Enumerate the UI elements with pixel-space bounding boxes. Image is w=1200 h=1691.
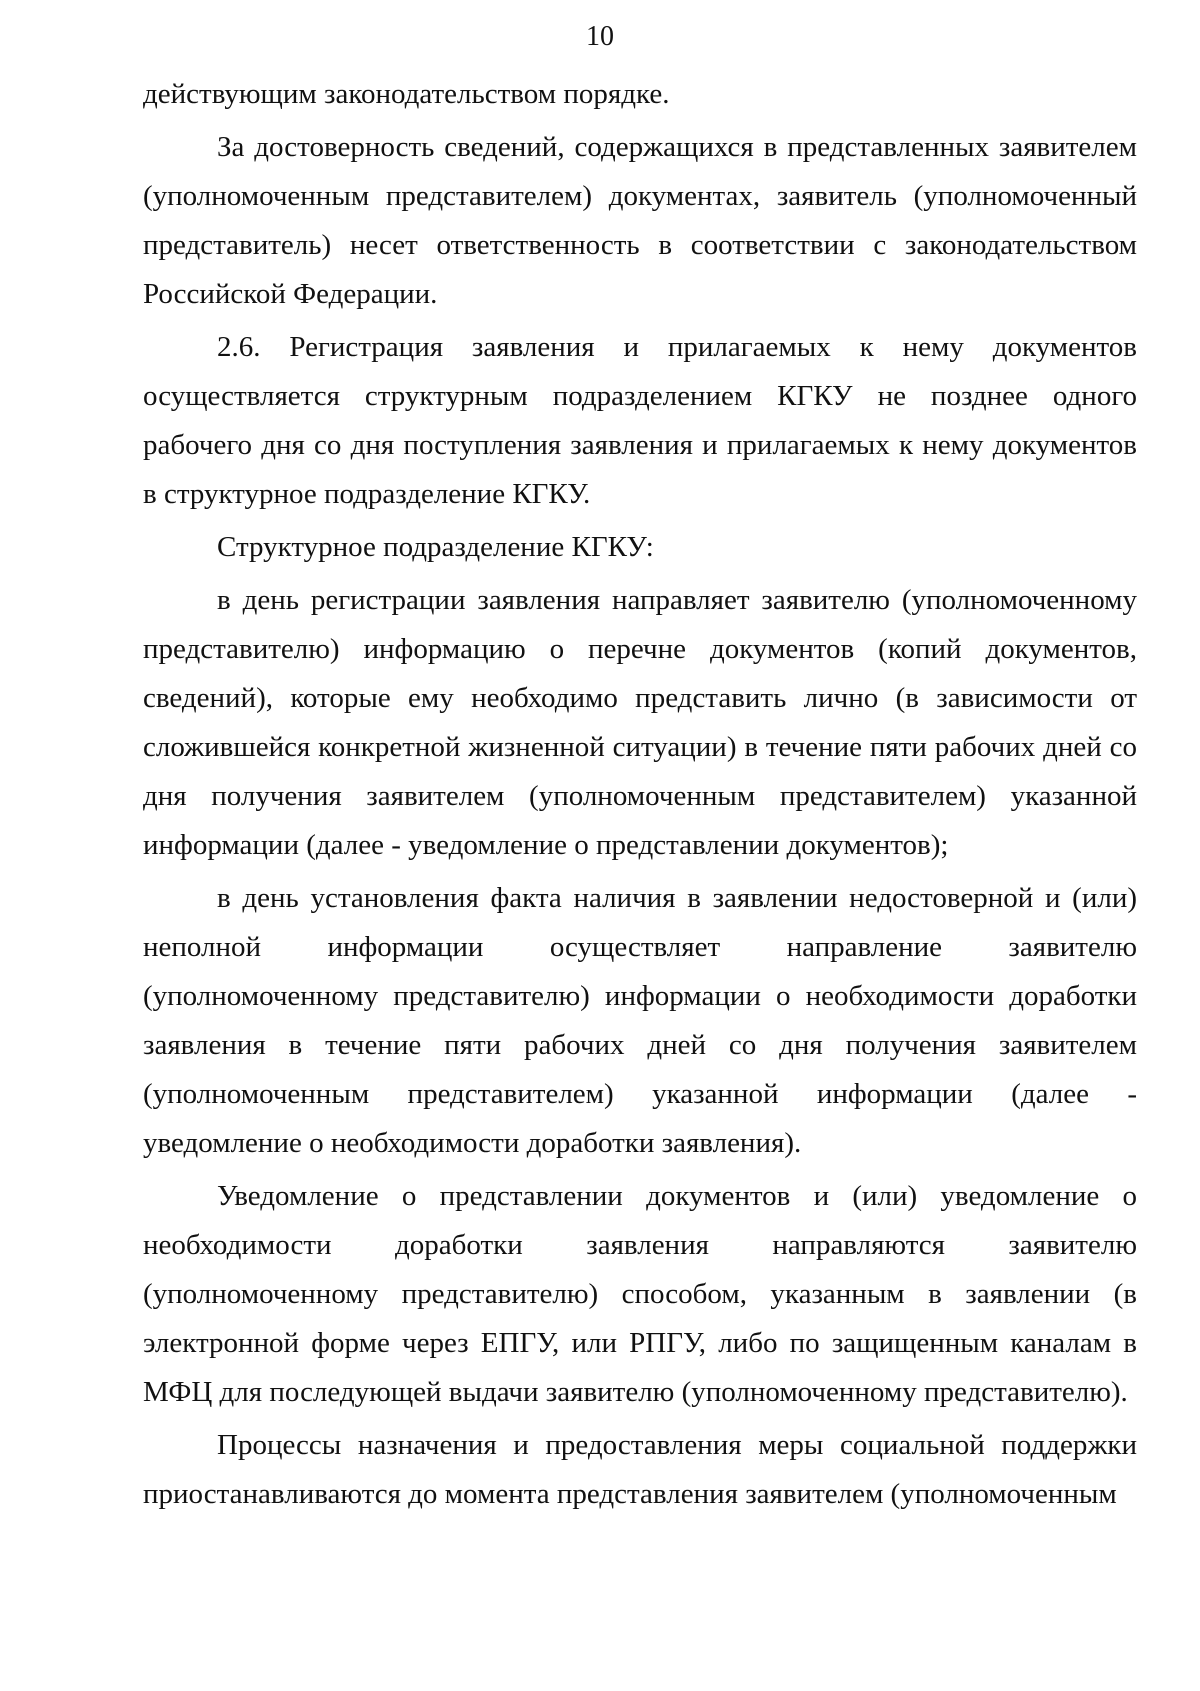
- paragraph-structural-unit: Структурное подразделение КГКУ:: [217, 531, 654, 563]
- paragraph-suspension: Процессы назначения и предоставления меры социальной поддержки приостанавливаются до момента представления заявителем (уполномоченным: [143, 1429, 1137, 1510]
- paragraph-continuation: действующим законодательством порядке.: [143, 78, 670, 110]
- body-text: [143, 70, 1137, 1523]
- paragraph-registration-day: в день регистрации заявления направляет заявителю (уполномоченному представителю) информацию о перечне документов (копий документов, сведений), которые ему необходимо представить лично (в зависимости от сложившейся конкретной жизненной ситуации) в течение пяти рабочих дней со дня получения заявителем (уполномоченным представителем) указанной информации (далее - уведомление о представлении документов);: [143, 584, 1137, 861]
- paragraph-incomplete-info: в день установления факта наличия в заявлении недостоверной и (или) неполной информации осуществляет направление заявителю (уполномоченному представителю) информации о необходимости доработки заявления в течение пяти рабочих дней со дня получения заявителем (уполномоченным представителем) указанной информации (далее - уведомление о необходимости доработки заявления).: [143, 882, 1137, 1159]
- paragraph-responsibility: За достоверность сведений, содержащихся в представленных заявителем (уполномоченным представителем) документах, заявитель (уполномоченный представитель) несет ответственность в соответствии с законодательством Российской Федерации.: [143, 131, 1137, 310]
- paragraph-notifications: Уведомление о представлении документов и (или) уведомление о необходимости доработки заявления направляются заявителю (уполномоченному представителю) способом, указанным в заявлении (в электронной форме через ЕПГУ, или РПГУ, либо по защищенным каналам в МФЦ для последующей выдачи заявителю (уполномоченному представителю).: [143, 1180, 1137, 1408]
- page-number: 10: [586, 21, 614, 52]
- paragraph-2-6-registration: 2.6. Регистрация заявления и прилагаемых к нему документов осуществляется структурным подразделением КГКУ не позднее одного рабочего дня со дня поступления заявления и прилагаемых к нему документов в структурное подразделение КГКУ.: [143, 331, 1137, 510]
